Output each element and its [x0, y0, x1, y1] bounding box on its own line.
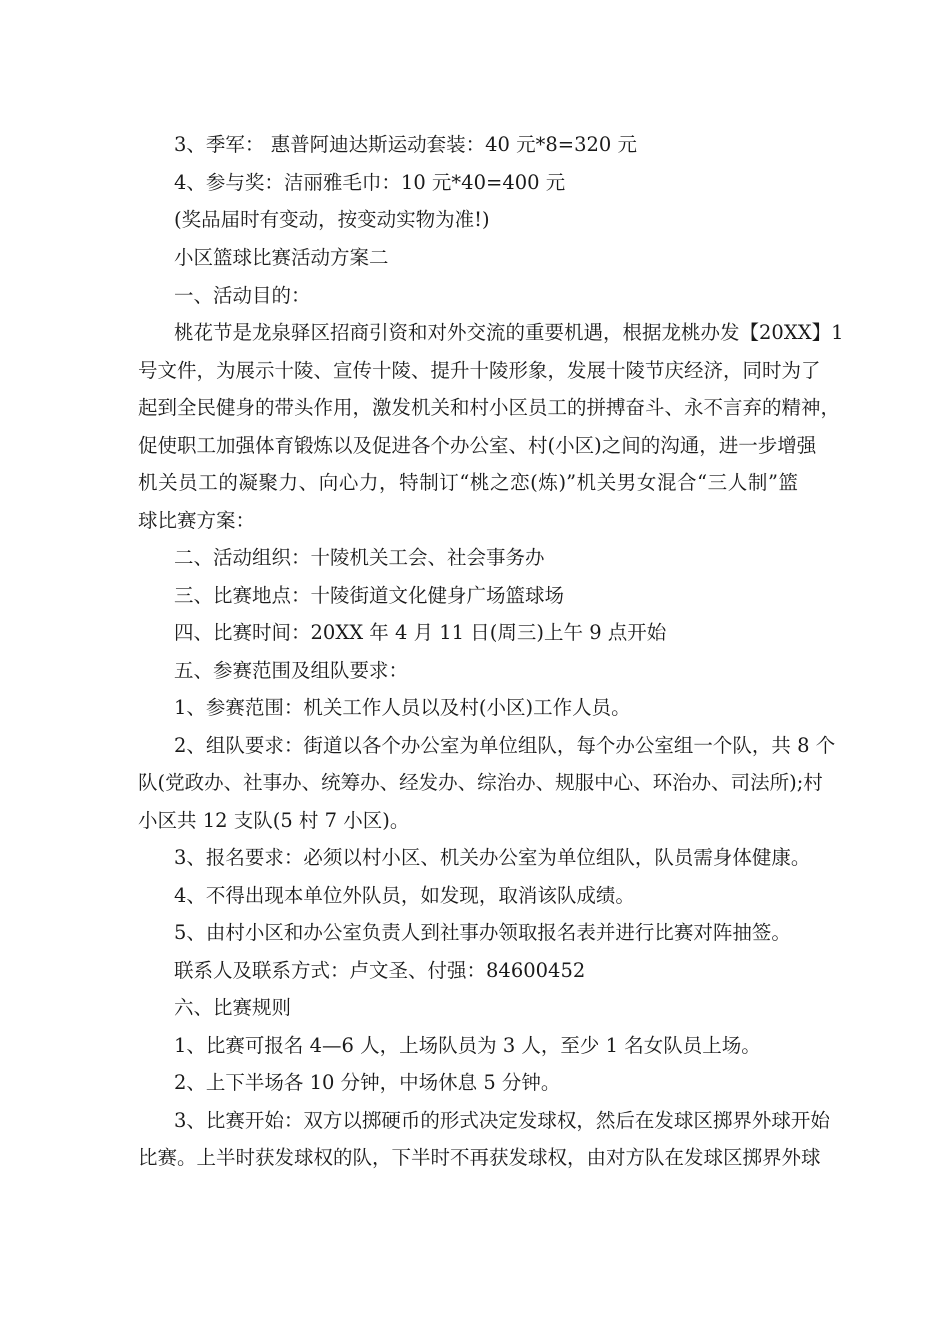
- contact-line: 联系人及联系方式：卢文圣、付强：84600452: [174, 959, 586, 982]
- paragraph-line: 机关员工的凝聚力、向心力，特制订“桃之恋(炼)”机关男女混合“三人制”篮: [138, 471, 798, 494]
- list-item: 1、比赛可报名 4—6 人，上场队员为 3 人，至少 1 名女队员上场。: [174, 1034, 761, 1057]
- paragraph-line: 桃花节是龙泉驿区招商引资和对外交流的重要机遇，根据龙桃办发【20XX】1: [174, 321, 844, 344]
- list-item: 2、组队要求：街道以各个办公室为单位组队，每个办公室组一个队，共 8 个: [174, 734, 836, 757]
- prize-third-line: 3、季军： 惠普阿迪达斯运动套装：40 元*8=320 元: [174, 133, 638, 156]
- paragraph-line: 起到全民健身的带头作用，激发机关和村小区员工的拼搏奋斗、永不言弃的精神，: [138, 396, 841, 419]
- list-item: 5、由村小区和办公室负责人到社事办领取报名表并进行比赛对阵抽签。: [174, 921, 791, 944]
- heading-rules: 六、比赛规则: [174, 996, 292, 1019]
- list-item: 3、报名要求：必须以村小区、机关办公室为单位组队，队员需身体健康。: [174, 846, 811, 869]
- heading-scope: 五、参赛范围及组队要求：: [174, 659, 409, 682]
- heading-time: 四、比赛时间：20XX 年 4 月 11 日(周三)上午 9 点开始: [174, 621, 667, 644]
- list-item-continuation: 队(党政办、社事办、统筹办、经发办、综治办、规服中心、环治办、司法所);村: [138, 771, 823, 794]
- heading-organization: 二、活动组织：十陵机关工会、社会事务办: [174, 546, 545, 569]
- list-item: 3、比赛开始：双方以掷硬币的形式决定发球权，然后在发球区掷界外球开始: [174, 1109, 830, 1132]
- paragraph-line: 促使职工加强体育锻炼以及促进各个办公室、村(小区)之间的沟通，进一步增强: [138, 434, 817, 457]
- list-item: 1、参赛范围：机关工作人员以及村(小区)工作人员。: [174, 696, 631, 719]
- paragraph-line: 号文件，为展示十陵、宣传十陵、提升十陵形象，发展十陵节庆经济，同时为了: [138, 359, 821, 382]
- heading-purpose: 一、活动目的：: [174, 284, 311, 307]
- section-title: 小区篮球比赛活动方案二: [174, 246, 389, 269]
- list-item-continuation: 小区共 12 支队(5 村 7 小区)。: [138, 809, 410, 832]
- list-item: 4、不得出现本单位外队员，如发现，取消该队成绩。: [174, 884, 635, 907]
- heading-venue: 三、比赛地点：十陵街道文化健身广场篮球场: [174, 584, 565, 607]
- prize-participation-line: 4、参与奖：洁丽雅毛巾：10 元*40=400 元: [174, 171, 566, 194]
- list-item: 2、上下半场各 10 分钟，中场休息 5 分钟。: [174, 1071, 561, 1094]
- list-item-continuation: 比赛。上半时获发球权的队，下半时不再获发球权，由对方队在发球区掷界外球: [138, 1146, 821, 1169]
- prize-note-line: (奖品届时有变动，按变动实物为准!): [174, 208, 490, 231]
- paragraph-line: 球比赛方案：: [138, 509, 256, 532]
